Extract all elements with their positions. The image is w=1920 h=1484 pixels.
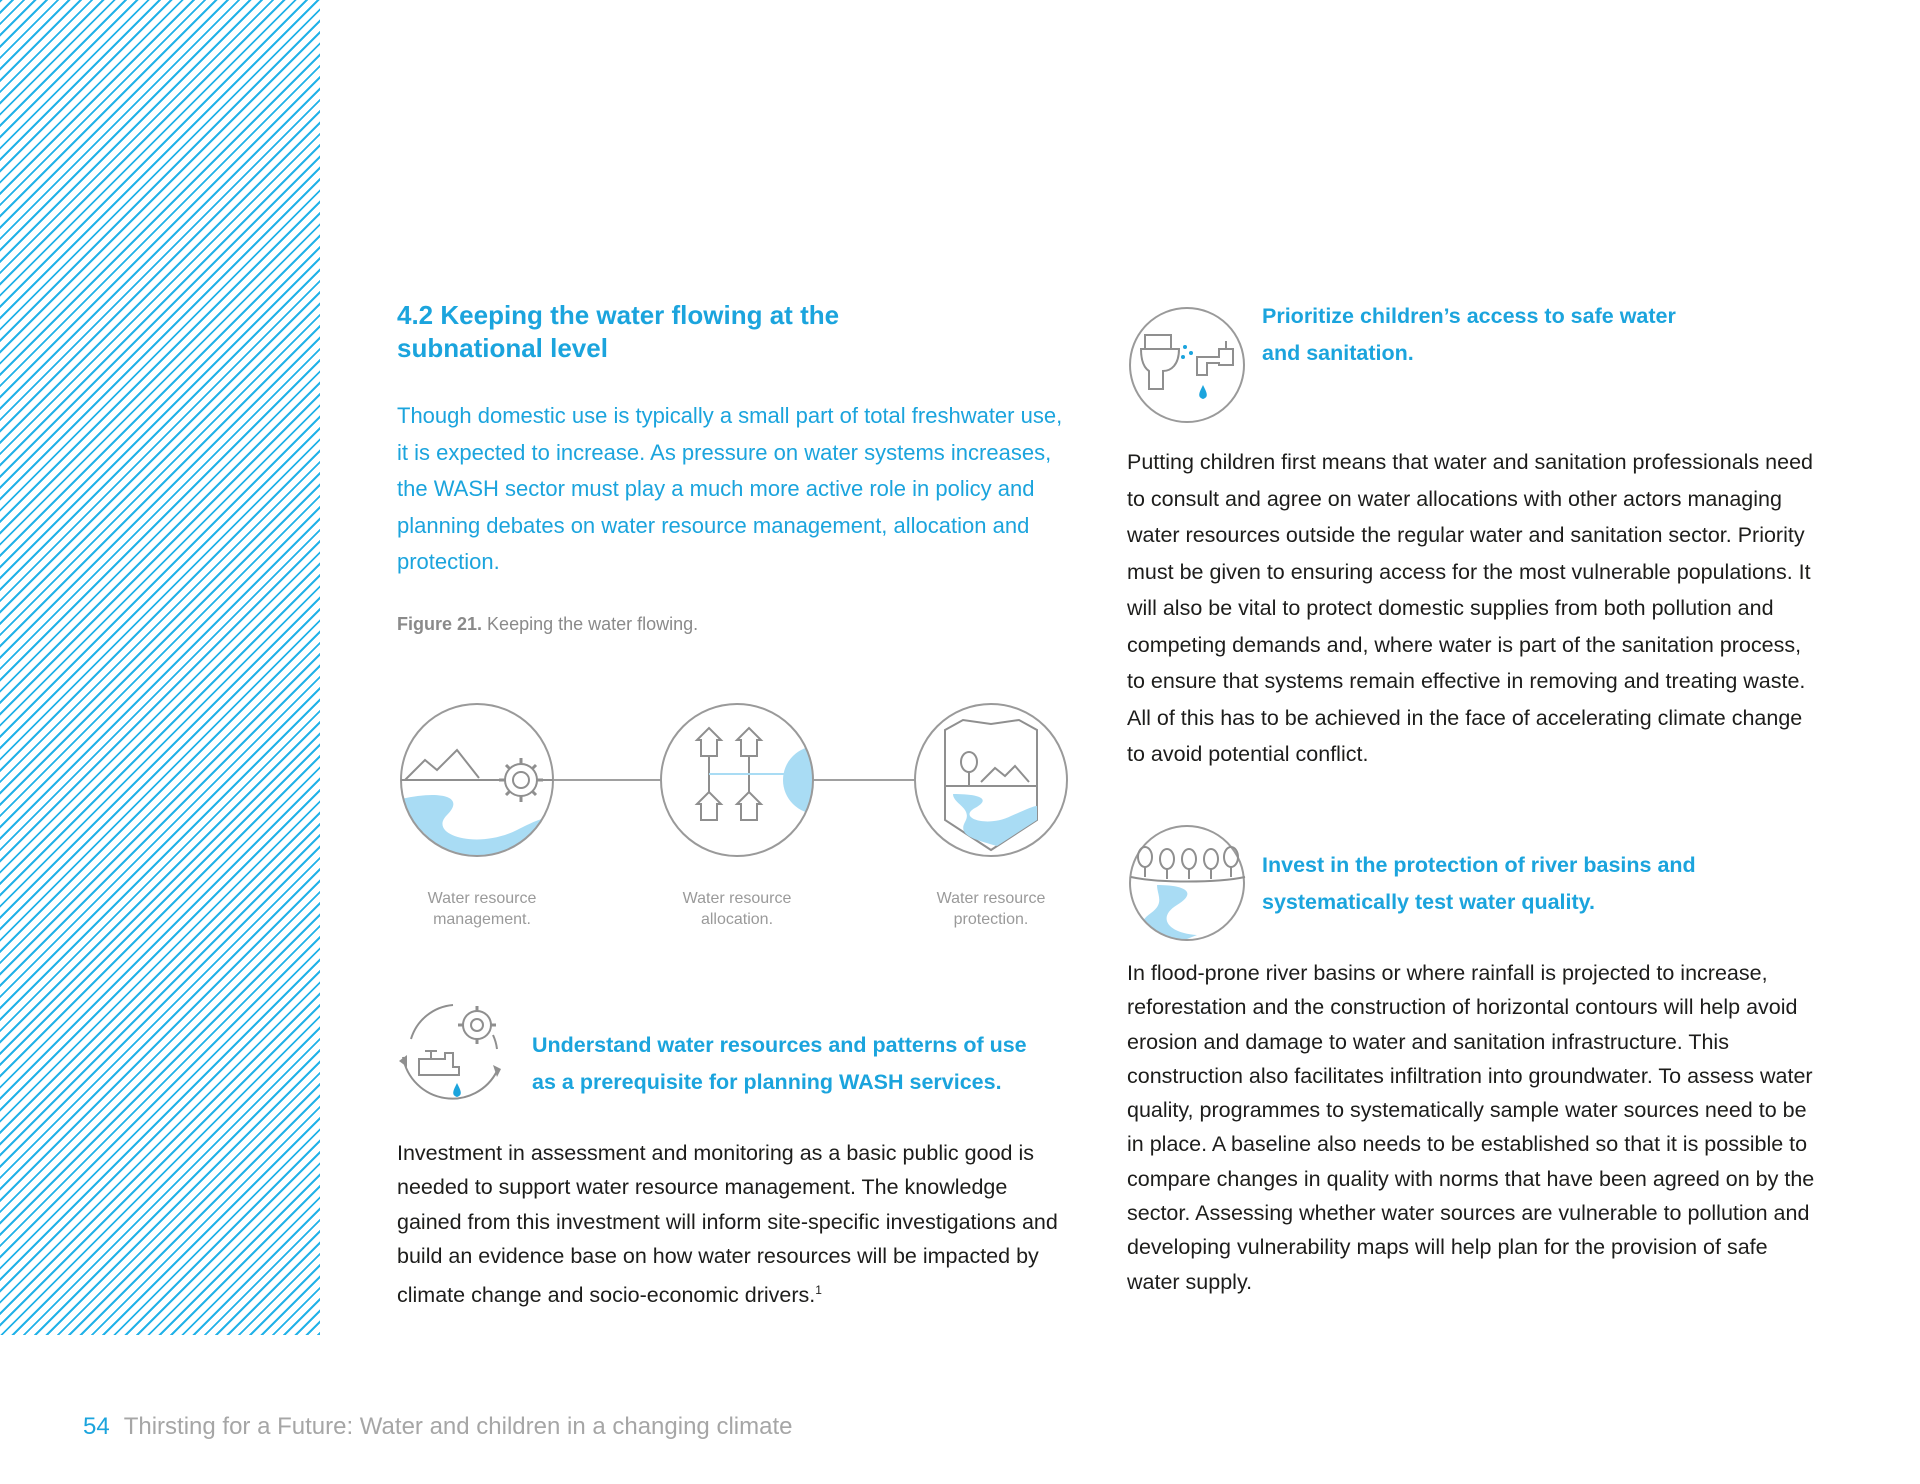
callout-understand-body: Investment in assessment and monitoring as a basic public good is needed to support water resource management. The knowledge gained from this investment will inform site-specific investigations and build an evidence base on how water resources will be impacted by climate change and socio-economic drivers.$^1$	[397, 1141, 1058, 1308]
toilet-tap-icon	[1127, 305, 1251, 429]
page-number: 54	[83, 1413, 110, 1440]
figure-caption-text: Keeping the water flowing.	[487, 614, 699, 634]
section-title: 4.2 Keeping the water flowing at the subnational level	[397, 300, 840, 363]
intro-paragraph: Though domestic use is typically a small part of total freshwater use, it is expected to increase. As pressure on water systems increases, the WASH sector must play a much more active role in policy and planning debates on water resource management, allocation and protection.	[397, 403, 1063, 574]
trees-river-icon	[1127, 823, 1251, 947]
page-footer	[83, 1413, 792, 1441]
water-protection-icon	[915, 704, 1067, 856]
figure-label-protection: Water resource protection.	[936, 890, 1046, 928]
callout-prioritize-title: Prioritize children’s access to safe water and sanitation.	[1262, 304, 1676, 365]
callout-understand-title: Understand water resources and patterns of use as a prerequisite for planning WASH services.	[532, 1033, 1027, 1094]
callout-invest-body: In flood-prone river basins or where rainfall is projected to increase, reforestation and the construction of horizontal contours will help avoid erosion and damage to water and sanitation infrastructure. This construction also facilitates infiltration into groundwater. To assess water quality, programmes to systematically sample water sources need to be in place. A baseline also needs to be established so that it is possible to compare changes in quality with norms that have been agreed on by the sector. Assessing whether water sources are vulnerable to pollution and developing vulnerability maps will help plan for the provision of safe water supply.	[1127, 961, 1815, 1294]
decorative-stripe-band	[0, 0, 320, 1335]
figure-21-diagram	[397, 690, 1077, 870]
figure-label-allocation: Water resource allocation.	[682, 890, 792, 928]
callout-invest-title: Invest in the protection of river basins and systematically test water quality.	[1262, 853, 1696, 914]
cycle-tap-gear-icon	[397, 995, 511, 1110]
figure-caption	[397, 614, 698, 635]
publication-title: Thirsting for a Future: Water and children in a changing climate	[123, 1413, 793, 1440]
water-management-icon	[397, 704, 557, 863]
figure-label-management: Water resource management.	[427, 890, 537, 928]
figure-caption-label: Figure 21.	[397, 614, 483, 634]
callout-prioritize-body: Putting children first means that water and sanitation professionals need to consult and agree on water allocations with other actors managing water resources outside the regular water and sanitation sector. Priority must be given to ensuring access for the most vulnerable populations. It will also be vital to protect domestic supplies from both pollution and competing demands and, where water is part of the sanitation process, to ensure that systems remain effective in removing and treating waste. All of this has to be achieved in the face of accelerating climate change to avoid potential conflict.	[1127, 450, 1814, 766]
